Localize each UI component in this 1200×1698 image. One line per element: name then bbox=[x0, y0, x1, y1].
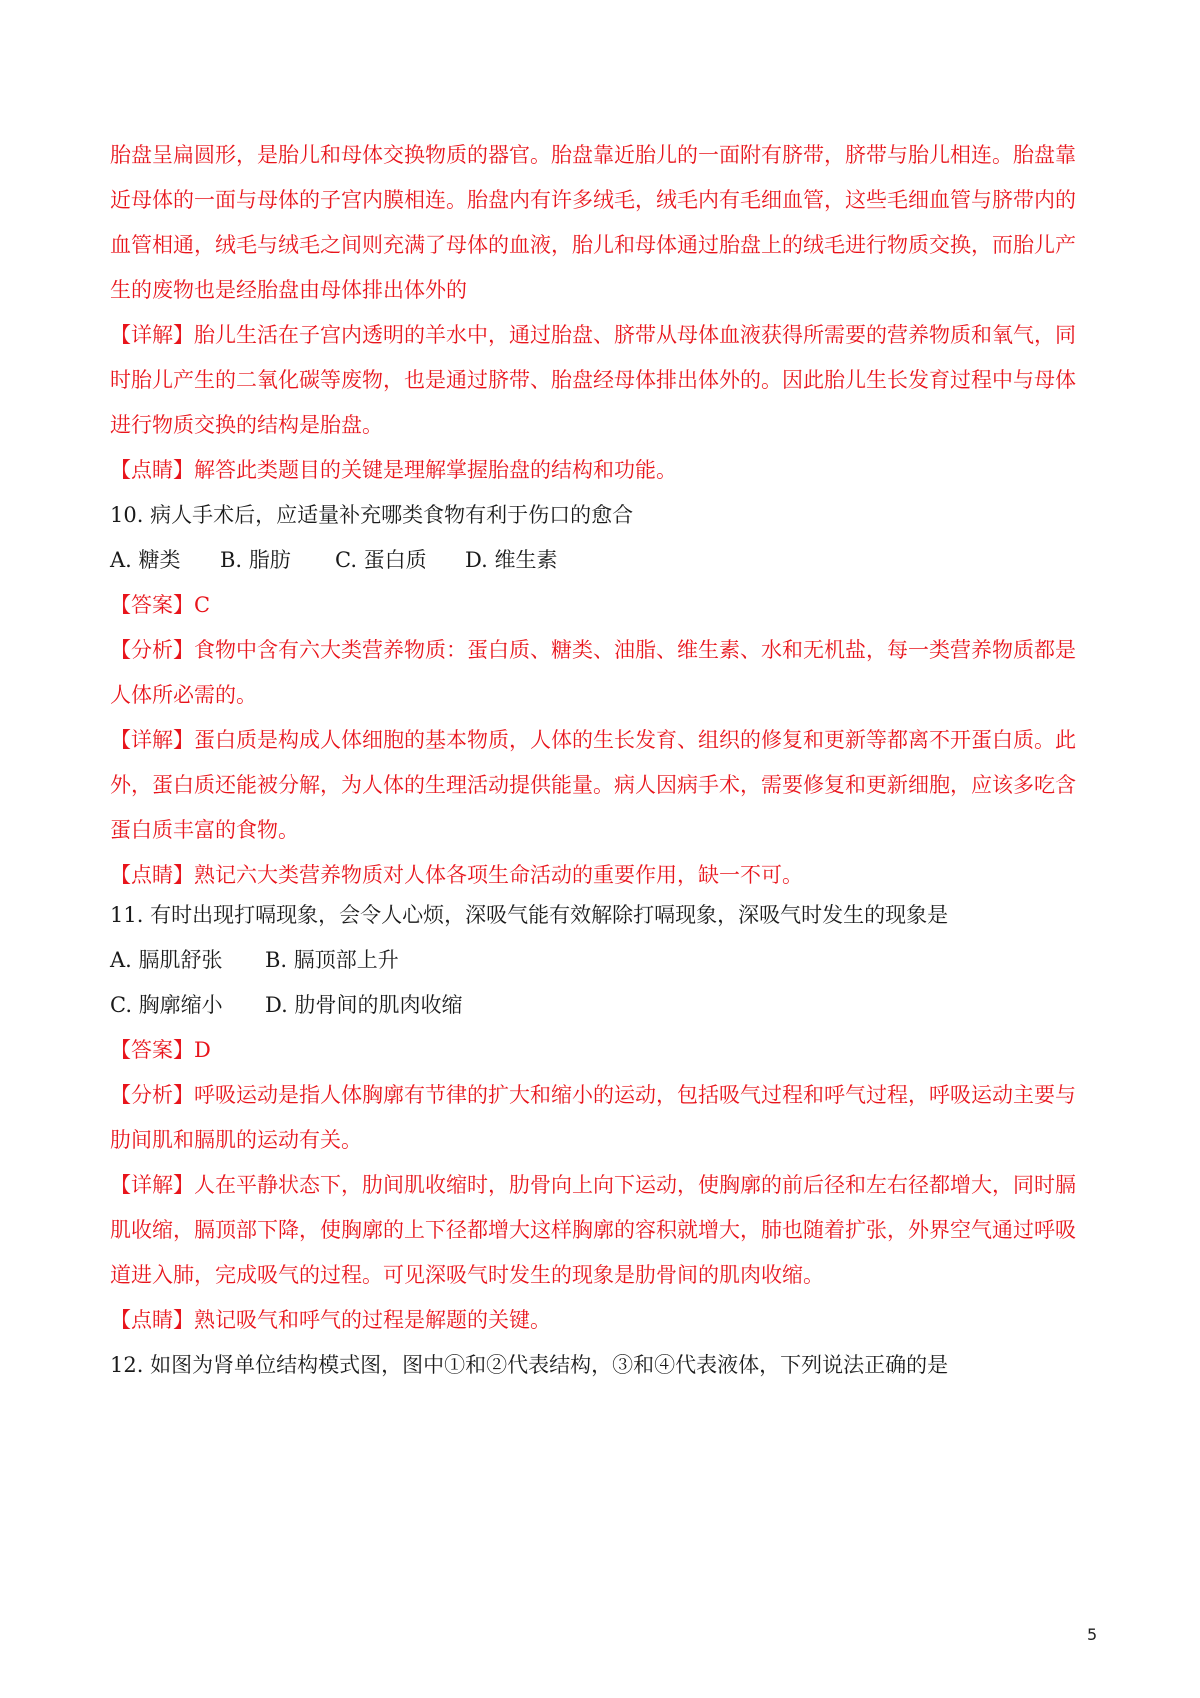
q10-detail-line-1: 【详解】蛋白质是构成人体细胞的基本物质，人体的生长发育、组织的修复和更新等都离不开蛋白质。此 bbox=[110, 728, 1076, 752]
q10-detail-line-3: 蛋白质丰富的食物。 bbox=[110, 818, 299, 842]
placenta-line-3: 血管相通，绒毛与绒毛之间则充满了母体的血液，胎儿和母体通过胎盘上的绒毛进行物质交换，而胎儿产 bbox=[110, 233, 1076, 257]
q11-detail-line-2: 肌收缩，膈顶部下降，使胸廓的上下径都增大这样胸廓的容积就增大，肺也随着扩张，外界空气通过呼吸 bbox=[110, 1218, 1076, 1242]
q10-detail-line-2: 外，蛋白质还能被分解，为人体的生理活动提供能量。病人因病手术，需要修复和更新细胞，应该多吃含 bbox=[110, 773, 1076, 797]
q11-analysis-line-1: 【分析】呼吸运动是指人体胸廓有节律的扩大和缩小的运动，包括吸气过程和呼气过程，呼吸运动主要与 bbox=[110, 1083, 1076, 1107]
placenta-line-2: 近母体的一面与母体的子宫内膜相连。胎盘内有许多绒毛，绒毛内有毛细血管，这些毛细血管与脐带内的 bbox=[110, 188, 1076, 212]
q11-tip: 【点睛】熟记吸气和呼气的过程是解题的关键。 bbox=[110, 1308, 551, 1332]
q11-options-row-1 bbox=[110, 945, 1100, 975]
q10-option-a: A. 糖类 bbox=[110, 548, 181, 572]
q10-stem: 10. 病人手术后，应适量补充哪类食物有利于伤口的愈合 bbox=[110, 503, 634, 527]
placenta-detail-line-1: 【详解】胎儿生活在子宫内透明的羊水中，通过胎盘、脐带从母体血液获得所需要的营养物质和氧气，同 bbox=[110, 323, 1076, 347]
q10-option-b: B. 脂肪 bbox=[220, 548, 291, 572]
placenta-line-4: 生的废物也是经胎盘由母体排出体外的 bbox=[110, 278, 467, 302]
q11-option-d: D. 肋骨间的肌肉收缩 bbox=[265, 993, 463, 1017]
placenta-detail-line-2: 时胎儿产生的二氧化碳等废物，也是通过脐带、胎盘经母体排出体外的。因此胎儿生长发育过程中与母体 bbox=[110, 368, 1076, 392]
q10-tip: 【点睛】熟记六大类营养物质对人体各项生命活动的重要作用，缺一不可。 bbox=[110, 863, 803, 887]
q11-detail-line-1: 【详解】人在平静状态下，肋间肌收缩时，肋骨向上向下运动，使胸廓的前后径和左右径都增大，同时膈 bbox=[110, 1173, 1076, 1197]
q11-option-b: B. 膈顶部上升 bbox=[265, 948, 399, 972]
q11-stem: 11. 有时出现打嗝现象，会令人心烦，深吸气能有效解除打嗝现象，深吸气时发生的现象是 bbox=[110, 903, 949, 927]
q10-option-d: D. 维生素 bbox=[465, 548, 558, 572]
q11-analysis-line-2: 肋间肌和膈肌的运动有关。 bbox=[110, 1128, 362, 1152]
placenta-tip: 【点睛】解答此类题目的关键是理解掌握胎盘的结构和功能。 bbox=[110, 458, 677, 482]
placenta-detail-line-3: 进行物质交换的结构是胎盘。 bbox=[110, 413, 383, 437]
q10-analysis-line-2: 人体所必需的。 bbox=[110, 683, 257, 707]
q10-options bbox=[110, 545, 1100, 575]
q11-option-a: A. 膈肌舒张 bbox=[110, 948, 223, 972]
q11-answer: 【答案】D bbox=[110, 1038, 211, 1062]
q10-option-c: C. 蛋白质 bbox=[335, 548, 427, 572]
q12-stem: 12. 如图为肾单位结构模式图，图中①和②代表结构，③和④代表液体，下列说法正确的是 bbox=[110, 1353, 949, 1377]
q11-options-row-2 bbox=[110, 990, 1100, 1020]
q11-option-c: C. 胸廓缩小 bbox=[110, 993, 223, 1017]
page-number: 5 bbox=[1087, 1625, 1098, 1644]
q11-detail-line-3: 道进入肺，完成吸气的过程。可见深吸气时发生的现象是肋骨间的肌肉收缩。 bbox=[110, 1263, 824, 1287]
q10-analysis-line-1: 【分析】食物中含有六大类营养物质：蛋白质、糖类、油脂、维生素、水和无机盐，每一类营养物质都是 bbox=[110, 638, 1076, 662]
placenta-line-1: 胎盘呈扁圆形，是胎儿和母体交换物质的器官。胎盘靠近胎儿的一面附有脐带，脐带与胎儿相连。胎盘靠 bbox=[110, 143, 1076, 167]
q10-answer: 【答案】C bbox=[110, 593, 211, 617]
